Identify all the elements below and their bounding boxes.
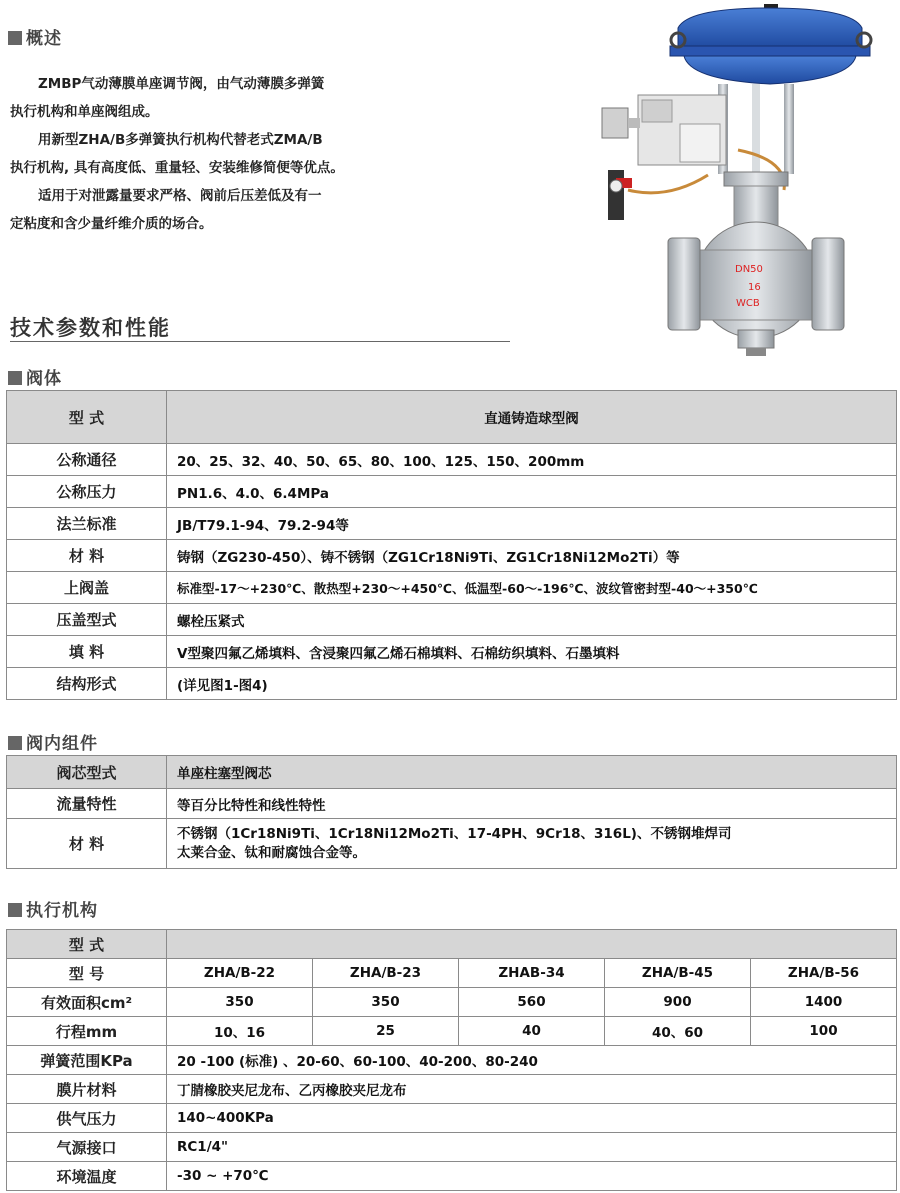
area-cell: 900 [605, 988, 751, 1017]
row-value: 螺栓压紧式 [167, 604, 897, 636]
tech-title-underline [10, 341, 510, 342]
row-value-line2: 太莱合金、钛和耐腐蚀合金等。 [177, 844, 366, 861]
valve-body-marking-dn: DN50 [735, 264, 763, 275]
overview-para1-line2: 执行机构和单座阀组成。 [10, 104, 159, 120]
row-value: PN1.6、4.0、6.4MPa [167, 476, 897, 508]
model-cell: ZHA/B-22 [167, 959, 313, 988]
row-label: 型 式 [7, 391, 167, 444]
model-cell: ZHA/B-56 [751, 959, 897, 988]
table-row [7, 444, 897, 476]
stroke-cell: 100 [751, 1017, 897, 1046]
table-row [7, 1104, 897, 1133]
stroke-cell: 25 [313, 1017, 459, 1046]
square-bullet-icon [8, 736, 22, 750]
row-value: RC1/4" [167, 1133, 897, 1162]
area-cell: 350 [313, 988, 459, 1017]
overview-para2-line2: 执行机构, 具有高度低、重量轻、安装维修简便等优点。 [10, 160, 344, 176]
table-row [7, 604, 897, 636]
area-cell: 560 [459, 988, 605, 1017]
table-row [7, 1162, 897, 1191]
table-row [7, 636, 897, 668]
row-value: (详见图1-图4) [167, 668, 897, 700]
table-row [7, 476, 897, 508]
row-value: 单座柱塞型阀芯 [167, 756, 897, 789]
row-label: 流量特性 [7, 789, 167, 819]
row-label: 公称通径 [7, 444, 167, 476]
row-label: 弹簧范围KPa [7, 1046, 167, 1075]
trim-table [6, 755, 897, 869]
row-label: 上阀盖 [7, 572, 167, 604]
row-value [167, 930, 897, 959]
row-label: 材 料 [7, 819, 167, 869]
table-row [7, 540, 897, 572]
overview-para3-line2: 定粘度和含少量纤维介质的场合。 [10, 216, 213, 232]
valve-body-table [6, 390, 897, 700]
row-label: 行程mm [7, 1017, 167, 1046]
row-label: 有效面积cm² [7, 988, 167, 1017]
table-row [7, 668, 897, 700]
table-row [7, 930, 897, 959]
overview-para2-line1: 用新型ZHA/B多弹簧执行机构代替老式ZMA/B [38, 132, 323, 148]
overview-para1-line1: ZMBP气动薄膜单座调节阀，由气动薄膜多弹簧 [38, 76, 325, 92]
table-row [7, 572, 897, 604]
row-value: 标准型-17～+230℃、散热型+230～+450℃、低温型-60～-196℃、波纹管密封型-40～+350℃ [167, 572, 897, 604]
row-value: 丁腈橡胶夹尼龙布、乙丙橡胶夹尼龙布 [167, 1075, 897, 1104]
trim-heading: 阀内组件 [8, 729, 98, 754]
table-row [7, 391, 897, 444]
stroke-cell: 40、60 [605, 1017, 751, 1046]
control-valve-image [588, 0, 900, 362]
row-value: 20、25、32、40、50、65、80、100、125、150、200mm [167, 444, 897, 476]
model-cell: ZHAB-34 [459, 959, 605, 988]
square-bullet-icon [8, 903, 22, 917]
row-label: 填 料 [7, 636, 167, 668]
table-row [7, 1046, 897, 1075]
table-row [7, 819, 897, 869]
row-label: 气源接口 [7, 1133, 167, 1162]
row-label: 材 料 [7, 540, 167, 572]
row-value: 铸钢（ZG230-450）、铸不锈钢（ZG1Cr18Ni9Ti、ZG1Cr18Ni12Mo2Ti）等 [167, 540, 897, 572]
valve-body-marking-material: WCB [736, 298, 760, 309]
row-label: 结构形式 [7, 668, 167, 700]
tech-section-title: 技术参数和性能 [10, 316, 171, 340]
row-label: 供气压力 [7, 1104, 167, 1133]
square-bullet-icon [8, 371, 22, 385]
table-row [7, 1075, 897, 1104]
square-bullet-icon [8, 31, 22, 45]
row-label: 阀芯型式 [7, 756, 167, 789]
table-row [7, 756, 897, 789]
table-row [7, 1017, 897, 1046]
valve-body-marking-pn: 16 [748, 282, 761, 293]
table-row [7, 789, 897, 819]
row-label: 型 号 [7, 959, 167, 988]
row-label: 压盖型式 [7, 604, 167, 636]
model-cell: ZHA/B-45 [605, 959, 751, 988]
table-row [7, 508, 897, 540]
row-label: 型 式 [7, 930, 167, 959]
row-label: 法兰标准 [7, 508, 167, 540]
stroke-cell: 40 [459, 1017, 605, 1046]
overview-heading: 概述 [8, 24, 62, 49]
row-value: JB/T79.1-94、79.2-94等 [167, 508, 897, 540]
row-value: 等百分比特性和线性特性 [167, 789, 897, 819]
row-label: 公称压力 [7, 476, 167, 508]
actuator-table [6, 929, 897, 1191]
valve-body-heading: 阀体 [8, 364, 62, 389]
row-label: 膜片材料 [7, 1075, 167, 1104]
row-value: -30 ~ +70℃ [167, 1162, 897, 1191]
area-cell: 1400 [751, 988, 897, 1017]
row-value [167, 819, 897, 869]
actuator-heading: 执行机构 [8, 896, 98, 921]
model-cell: ZHA/B-23 [313, 959, 459, 988]
row-value: 20 -100 (标准) 、20-60、60-100、40-200、80-240 [167, 1046, 897, 1075]
table-row [7, 988, 897, 1017]
row-value: V型聚四氟乙烯填料、含浸聚四氟乙烯石棉填料、石棉纺织填料、石墨填料 [167, 636, 897, 668]
row-label: 环境温度 [7, 1162, 167, 1191]
table-row [7, 959, 897, 988]
overview-para3-line1: 适用于对泄露量要求严格、阀前后压差低及有一 [38, 188, 322, 204]
table-row [7, 1133, 897, 1162]
row-value: 直通铸造球型阀 [167, 391, 897, 444]
stroke-cell: 10、16 [167, 1017, 313, 1046]
area-cell: 350 [167, 988, 313, 1017]
overview-text [10, 70, 395, 238]
row-value-line1: 不锈钢（1Cr18Ni9Ti、1Cr18Ni12Mo2Ti、17-4PH、9Cr18、316L)、不锈钢堆焊司 [177, 825, 732, 842]
row-value: 140~400KPa [167, 1104, 897, 1133]
